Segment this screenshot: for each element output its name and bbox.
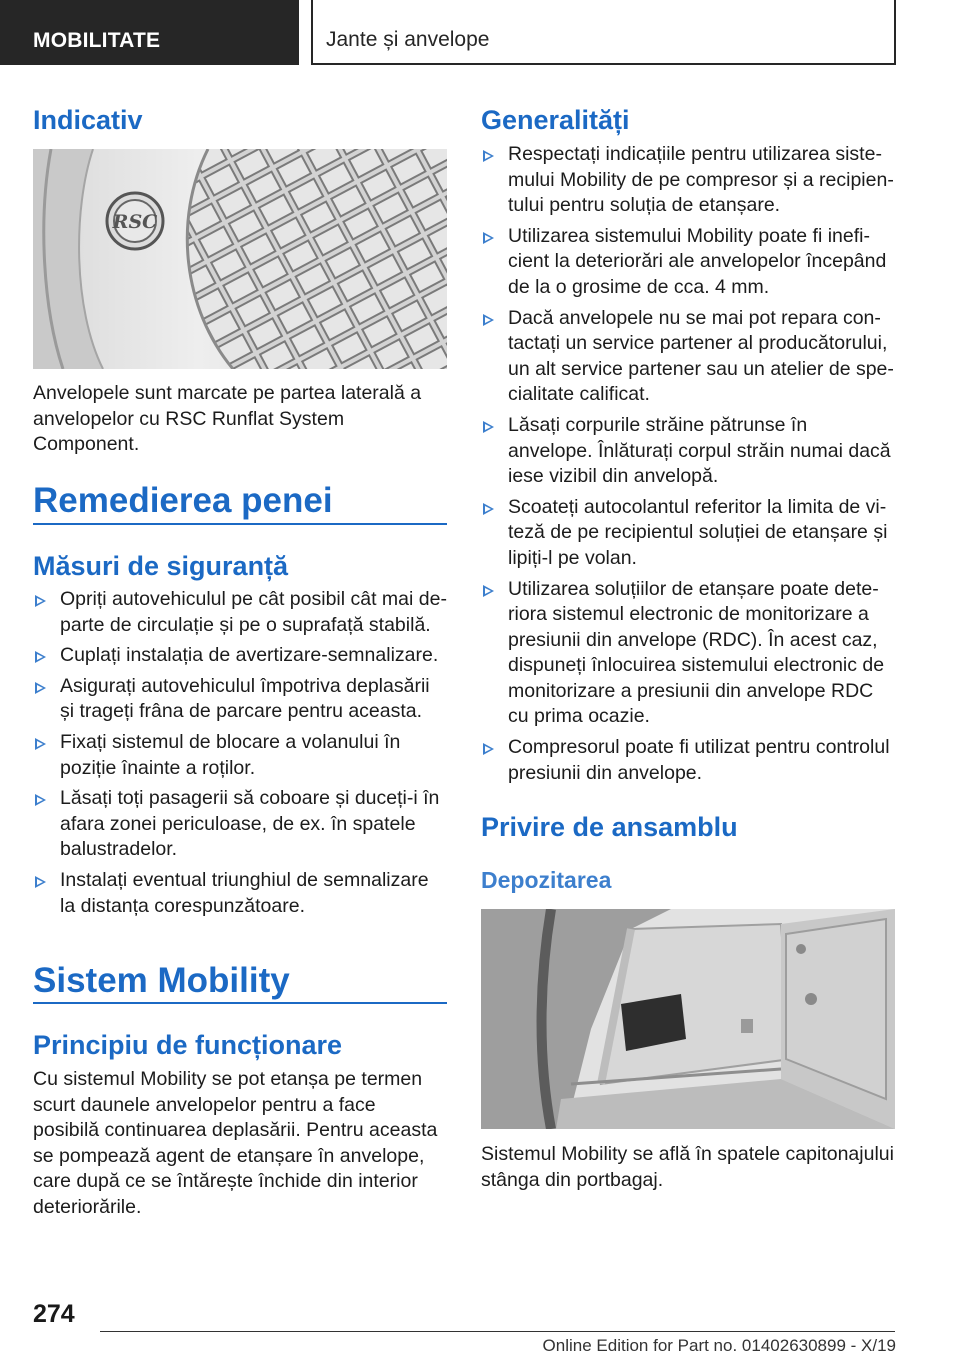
list-item-text: Dacă anvelopele nu se mai pot repara contactați un service partener al producătorului, un alt service partener sau un atelier de specialitate calificat. (508, 306, 894, 406)
triangle-bullet-icon (483, 150, 494, 162)
list-item-text: Opriți autovehiculul pe cât posibil cât mai departe de circulație și pe o suprafață stabilă. (60, 588, 447, 636)
general-notes-list (481, 142, 895, 791)
list-item (33, 643, 447, 669)
triangle-bullet-icon (35, 738, 46, 750)
triangle-bullet-icon (483, 503, 494, 515)
safety-measures-list (33, 587, 447, 924)
heading-generalitati: Generalități (481, 105, 630, 135)
list-item-text: Instalați eventual triunghiul de semnalizare la distanța corespunzătoare. (60, 868, 429, 917)
chapter-tab (311, 0, 896, 65)
trunk-caption: Sistemul Mobility se află în spatele capitonajului stânga din portbagaj. (481, 1143, 894, 1191)
list-item-text: Cuplați instalația de avertizare-semnalizare. (60, 644, 439, 667)
list-item (33, 674, 447, 725)
list-item (481, 495, 895, 572)
list-item-text: Lăsați corpurile străine pătrunse în anvelope. Înlăturați corpul străin numai dacă iese vizibil din anvelopă. (508, 413, 891, 488)
list-item-text: Lăsați toți pasagerii să coboare și duceți-i în afara zonei periculoase, de ex. în spatele balustradelor. (60, 787, 440, 861)
principiu-paragraph: Cu sistemul Mobility se pot etanșa pe termen scurt daunele anvelopelor pentru a face posibilă continuarea deplasării. Pentru aceasta se pompează agent de etanșare în anvelope, care după ce se întărește închide din interior deteriorările. (33, 1068, 438, 1218)
list-item-text: Fixați sistemul de blocare a volanului în poziție înainte a roților. (60, 730, 401, 779)
list-item (33, 786, 447, 863)
list-item (481, 413, 895, 490)
list-item-text: Utilizarea sistemului Mobility poate fi ineficient la deteriorări ale anvelopelor începând de la o grosime de cca. 4 mm. (508, 224, 887, 298)
list-item (481, 735, 895, 786)
list-item (481, 577, 895, 731)
triangle-bullet-icon (35, 876, 46, 888)
list-item-text: Scoateți autocolantul referitor la limita de viteză de pe recipientul soluției de etanșare și lipiți-l pe volan. (508, 495, 888, 569)
tire-sidewall-image (33, 149, 447, 369)
triangle-bullet-icon (483, 314, 494, 326)
triangle-bullet-icon (35, 651, 46, 663)
section-title: MOBILITATE (33, 29, 161, 52)
heading-principiu-functionare: Principiu de funcționare (33, 1030, 343, 1060)
triangle-bullet-icon (35, 595, 46, 607)
triangle-bullet-icon (483, 585, 494, 597)
list-item (481, 224, 895, 301)
triangle-bullet-icon (483, 232, 494, 244)
rsc-logo-icon: RSC (112, 211, 158, 233)
heading-indicativ: Indicativ (33, 105, 143, 135)
heading-remedierea-penei: Remedierea penei (33, 481, 333, 520)
list-item-text: Asigurați autovehiculul împotriva deplasării și trageți frâna de parcare pentru aceasta. (60, 674, 430, 723)
list-item (481, 142, 895, 219)
section-divider (33, 523, 447, 525)
list-item-text: Compresorul poate fi utilizat pentru controlul presiunii din anvelope. (508, 736, 890, 784)
list-item-text: Respectați indicațiile pentru utilizarea sistemului Mobility de pe compresor și a recipientului pentru soluția de etanșare. (508, 143, 894, 217)
heading-privire-ansamblu: Privire de ansamblu (481, 812, 738, 842)
page-number: 274 (33, 1300, 75, 1328)
list-item-text: Utilizarea soluțiilor de etanșare poate deteriora sistemul electronic de monitorizare a presiunii din anvelope (RDC). În acest caz, dispuneți înlocuirea sistemului electronic de monitorizare a presiunii din anvelope RDC cu prima ocazie. (508, 577, 885, 728)
list-item (33, 730, 447, 781)
section-divider (33, 1002, 447, 1004)
footer-divider (100, 1331, 895, 1332)
section-tab (0, 0, 299, 65)
triangle-bullet-icon (483, 421, 494, 433)
triangle-bullet-icon (35, 794, 46, 806)
list-item (33, 868, 447, 919)
heading-masuri-siguranta: Măsuri de siguranță (33, 551, 289, 581)
tire-caption: Anvelopele sunt marcate pe partea laterală a anvelopelor cu RSC Runflat System Component. (33, 382, 422, 456)
triangle-bullet-icon (483, 743, 494, 755)
chapter-title: Jante și anvelope (326, 28, 490, 51)
list-item (481, 306, 895, 408)
heading-depozitarea: Depozitarea (481, 867, 612, 893)
list-item (33, 587, 447, 638)
triangle-bullet-icon (35, 682, 46, 694)
heading-sistem-mobility: Sistem Mobility (33, 961, 290, 1000)
edition-footer: Online Edition for Part no. 01402630899 - X/19 (542, 1336, 896, 1355)
trunk-storage-image (481, 909, 895, 1129)
